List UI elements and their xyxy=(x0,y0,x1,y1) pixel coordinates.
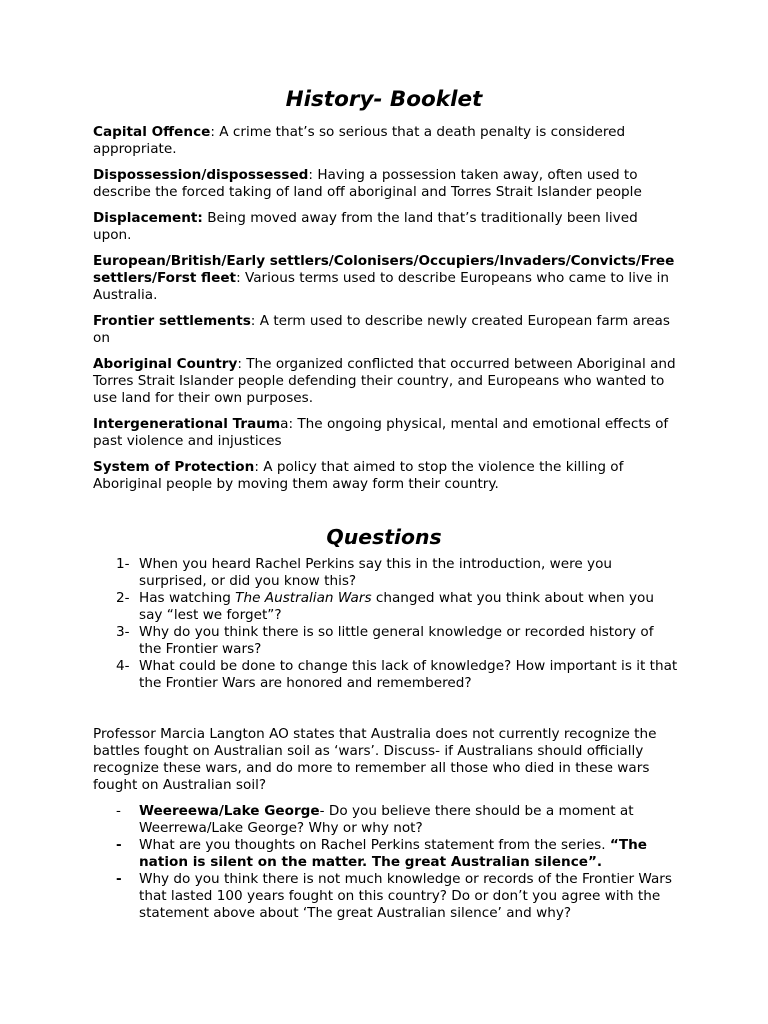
definition-text: Being moved away from the land that’s traditionally been lived upon. xyxy=(93,210,638,243)
definition-term: Displacement: xyxy=(93,210,203,226)
definition-text: : A term used to describe newly created European farm areas on xyxy=(93,313,670,346)
question-text-end: changed what you think about when you say “lest we forget”? xyxy=(139,590,654,623)
definitions-list xyxy=(93,124,678,502)
discussion-text: Why do you think there is not much knowledge or records of the Frontier Wars that lasted 100 years fought on this country? Do or don’t you agree with the statement above about ‘The great Australian silence’ and why? xyxy=(139,871,672,921)
definition-text: : The organized conflicted that occurred between Aboriginal and Torres Strait Islander people defending their country, and Europeans who wanted to use land for their own purposes. xyxy=(93,356,676,406)
definition-term: Capital Offence xyxy=(93,124,211,140)
question-item xyxy=(93,556,678,590)
question-text: When you heard Rachel Perkins say this in the introduction, were you surprised, or did you know this? xyxy=(139,556,613,589)
discussion-term: Weereewa/Lake George xyxy=(139,803,320,819)
question-number: 4- xyxy=(116,658,130,674)
definition-item xyxy=(93,313,678,347)
question-text: Why do you think there is so little general knowledge or recorded history of the Frontier wars? xyxy=(139,624,654,657)
definition-term: Aboriginal Country xyxy=(93,356,238,372)
questions-heading: Questions xyxy=(326,525,442,549)
definition-text: : A policy that aimed to stop the violence the killing of Aboriginal people by moving them away form their country. xyxy=(93,459,624,492)
discussion-text: What are you thoughts on Rachel Perkins statement from the series. xyxy=(139,837,610,853)
definition-item xyxy=(93,210,678,244)
definition-term: Intergenerational Traum xyxy=(93,416,281,432)
discussion-quote: “The nation is silent on the matter. The great Australian silence”. xyxy=(139,837,648,870)
discussion-item xyxy=(93,837,678,871)
definition-term: European/British/Early settlers/Colonisers/Occupiers/Invaders/Convicts/Free settlers/Forst fleet xyxy=(93,253,675,286)
question-number: 3- xyxy=(116,624,130,640)
list-dash: - xyxy=(116,871,122,887)
question-number: 1- xyxy=(116,556,130,572)
definition-text: a: The ongoing physical, mental and emotional effects of past violence and injustices xyxy=(93,416,669,449)
discussion-item xyxy=(93,871,678,922)
definition-item xyxy=(93,253,678,304)
question-item xyxy=(93,658,678,692)
definition-item xyxy=(93,459,678,493)
definition-text: : Having a possession taken away, often used to describe the forced taking of land off aboriginal and Torres Strait Islander people xyxy=(93,167,642,200)
definition-item xyxy=(93,356,678,407)
question-text-start: Has watching xyxy=(139,590,236,606)
discussion-text: - Do you believe there should be a moment at Weerrewa/Lake George? Why or why not? xyxy=(139,803,634,836)
definition-term: Frontier settlements xyxy=(93,313,251,329)
page-title: History- Booklet xyxy=(285,87,483,112)
question-title-italic: The Australian Wars xyxy=(235,590,372,606)
list-dash: - xyxy=(116,837,122,853)
discussion-paragraph: Professor Marcia Langton AO states that Australia does not currently recognize the battles fought on Australian soil as ‘wars’. Discuss- if Australians should officially recognize these wars, and do more to remember all those who died in these wars fought on Australian soil? xyxy=(93,726,657,793)
list-dash: - xyxy=(116,803,121,819)
questions-list xyxy=(93,556,678,692)
discussion-list xyxy=(93,803,678,922)
definition-item xyxy=(93,416,678,450)
definition-text: : Various terms used to describe Europeans who came to live in Australia. xyxy=(93,270,670,303)
question-number: 2- xyxy=(116,590,130,606)
question-text: What could be done to change this lack of knowledge? How important is it that the Frontier Wars are honored and remembered? xyxy=(139,658,678,691)
definition-term: Dispossession/dispossessed xyxy=(93,167,309,183)
definition-term: System of Protection xyxy=(93,459,255,475)
definition-item xyxy=(93,167,678,201)
definition-item xyxy=(93,124,678,158)
question-item xyxy=(93,624,678,658)
definition-text: : A crime that’s so serious that a death penalty is considered appropriate. xyxy=(93,124,626,157)
discussion-item xyxy=(93,803,678,837)
question-item xyxy=(93,590,678,624)
